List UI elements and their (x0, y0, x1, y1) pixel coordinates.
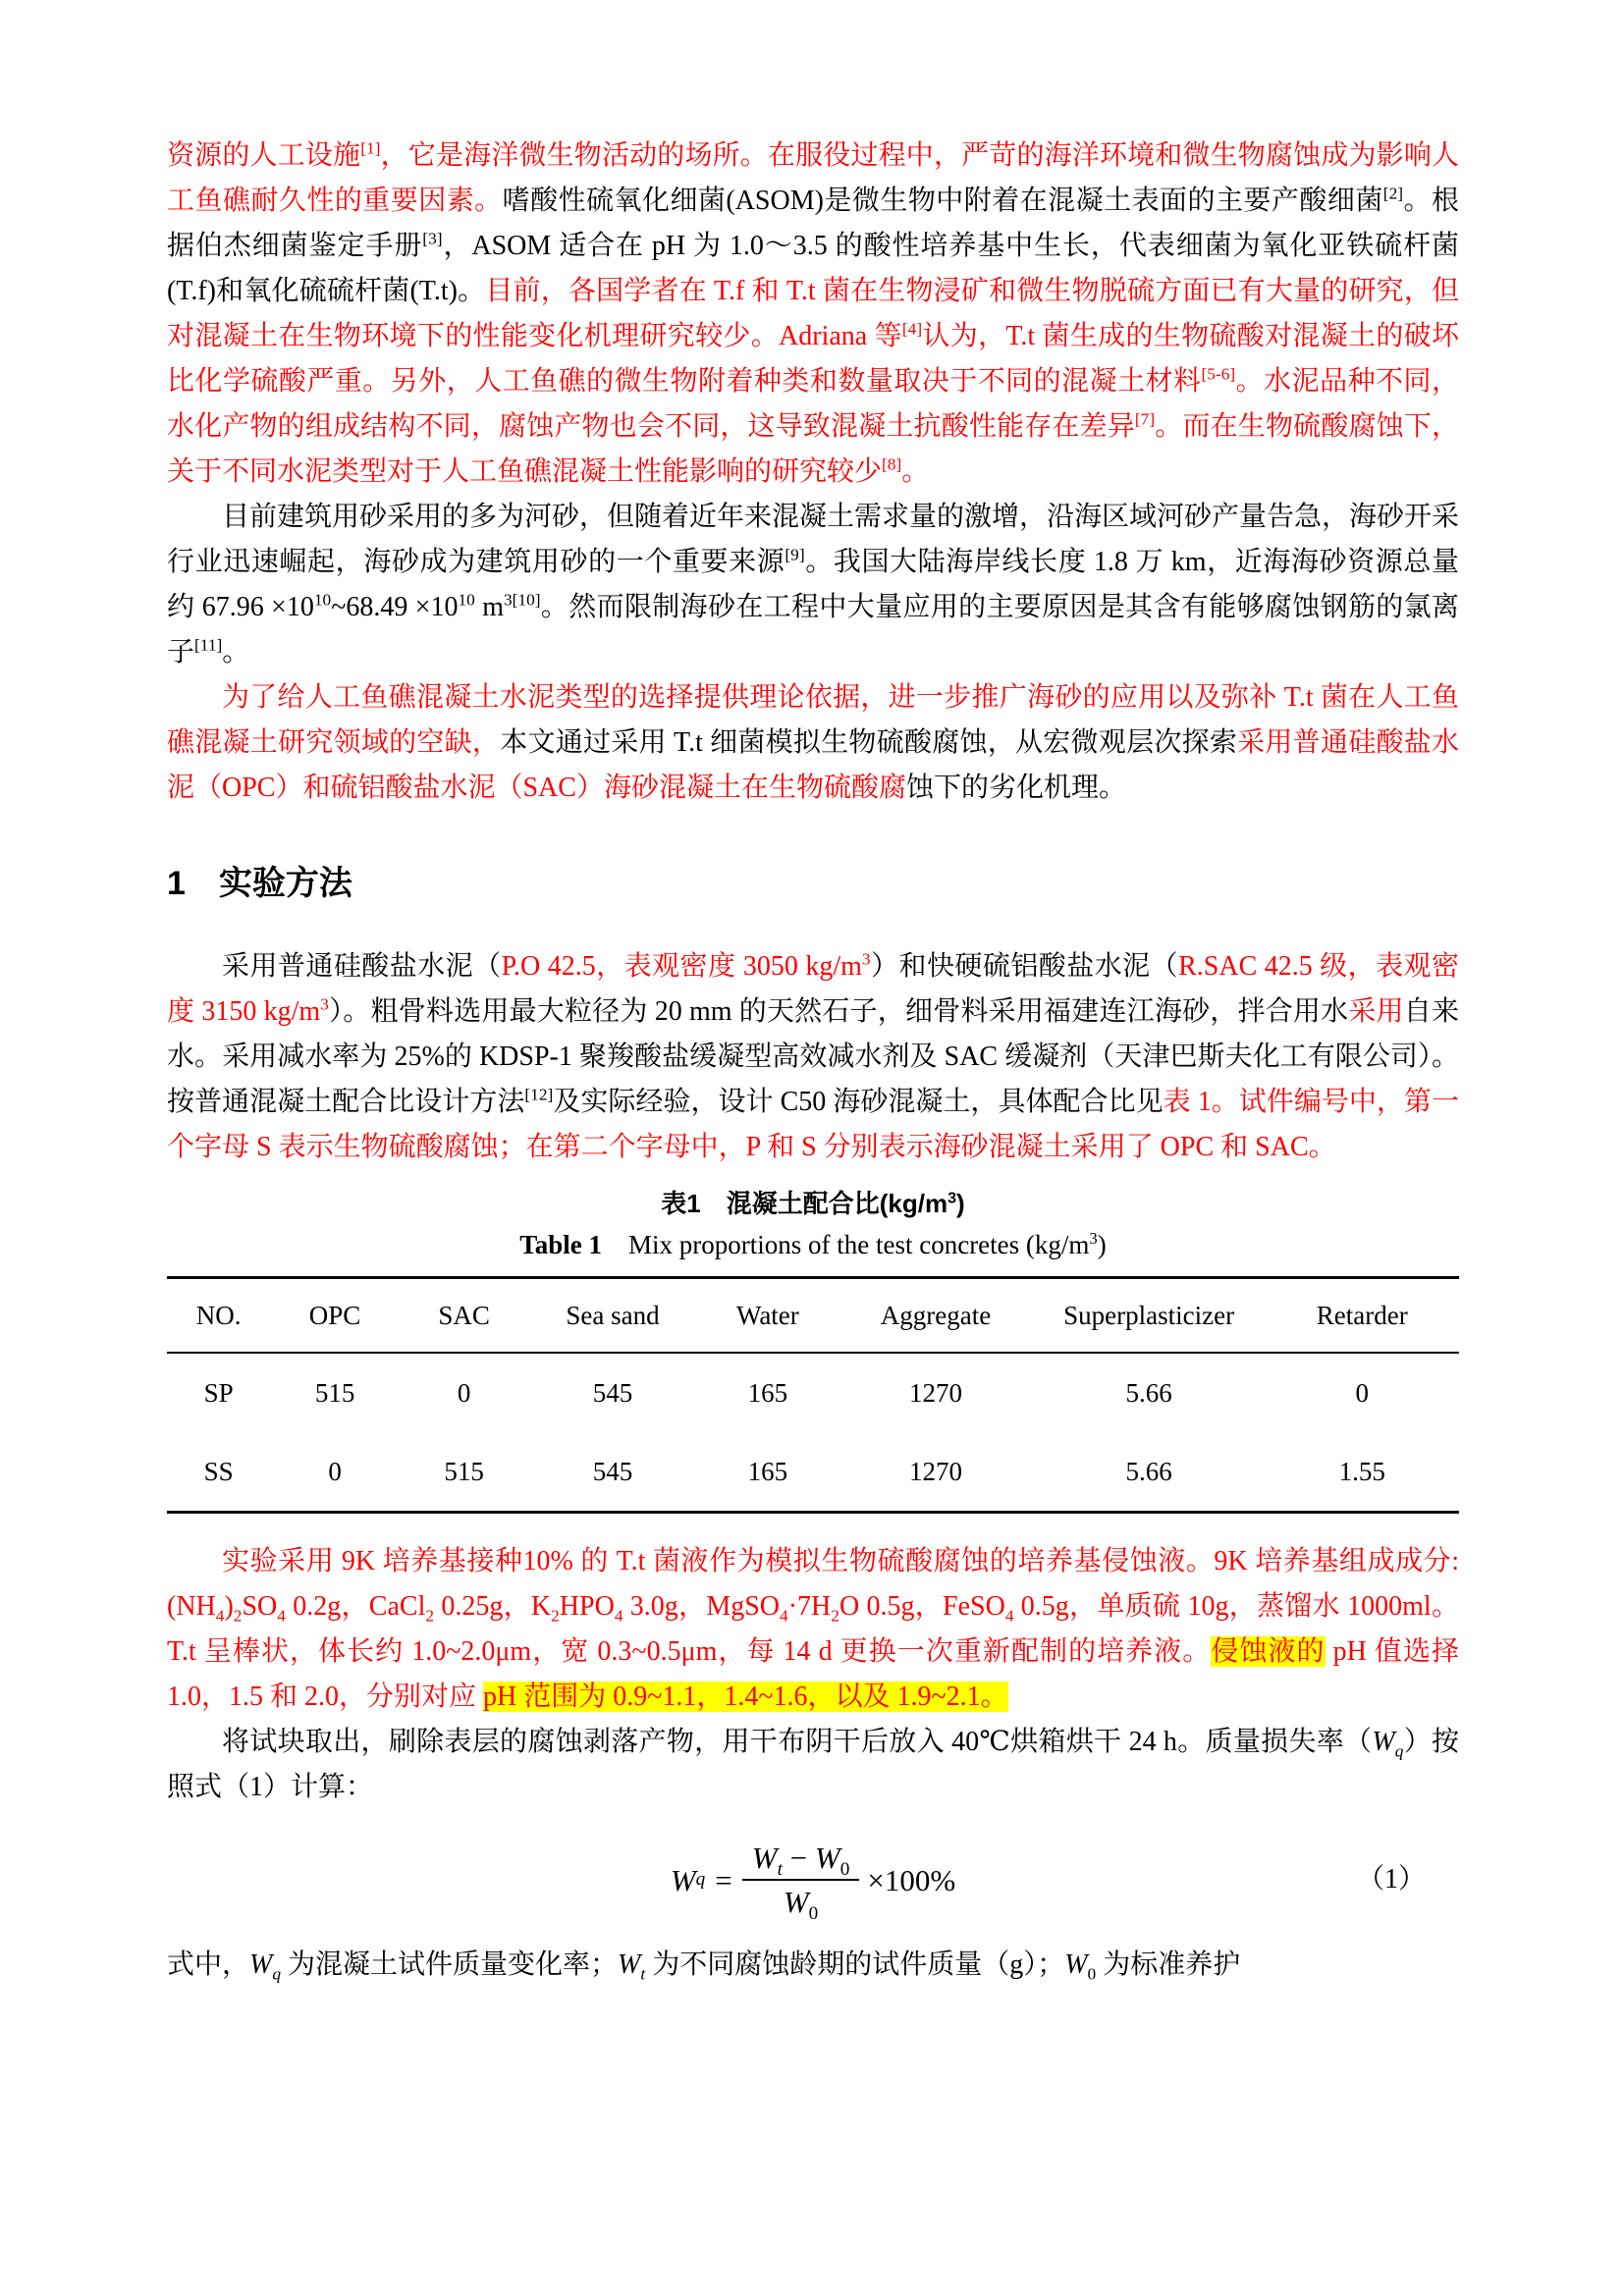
table-header-cell: Sea sand (528, 1278, 696, 1354)
equation-block (167, 1840, 1459, 1925)
subscript-text: 0 (1087, 1964, 1097, 1984)
text-run: 3.0g，MgSO (623, 1591, 781, 1623)
citation-superscript: [10] (512, 590, 541, 610)
table-cell: 0 (1355, 1378, 1370, 1409)
text-run: 侵蚀液的 (1211, 1636, 1326, 1668)
text-run: HPO (559, 1591, 615, 1623)
table-row (167, 1432, 1459, 1513)
citation-superscript: [12] (524, 1085, 554, 1104)
text-run: 自来水。采用减水率为 25%的 KDSP-1 聚羧酸盐缓凝型高效减水剂及 SAC 缓凝剂（天津巴斯夫化工有限公司）。按普通混凝土配合比设计方法 (167, 996, 1459, 1118)
text-run: 。 (222, 637, 250, 667)
citation-superscript: [8] (882, 454, 902, 474)
table-header-cell: Aggregate (839, 1278, 1032, 1354)
fraction-denominator (783, 1881, 819, 1925)
paragraph (167, 1720, 1459, 1810)
table-header-cell: Retarder (1266, 1278, 1459, 1354)
table-cell: 5.66 (1125, 1457, 1172, 1487)
text-run: 。水泥品种不同，水化产物的组成结构不同，腐蚀产物也会不同，这导致混凝土抗酸性能存在差异 (167, 366, 1459, 442)
table-header-cell: NO. (167, 1278, 270, 1354)
subscript-text: 2 (233, 1606, 243, 1626)
text-run: − (782, 1841, 815, 1876)
paragraph (167, 1943, 1459, 1988)
table-row (167, 1353, 1459, 1432)
paragraph (167, 675, 1459, 811)
text-run: ）按照式（1）计算： (167, 1727, 1459, 1803)
table-cell: 545 (592, 1457, 633, 1487)
citation-superscript: 3 (947, 1189, 957, 1207)
text-run: ，ASOM 适合在 pH 为 1.0～3.5 的酸性培养基中生长，代表细菌为氧化亚铁硫杆菌(T.f)和氧化硫硫杆菌(T.t)。 (167, 231, 1459, 306)
table-cell: 165 (747, 1378, 788, 1409)
table-cell: 515 (314, 1378, 355, 1409)
text-run: 。根据伯杰细菌鉴定手册 (167, 186, 1459, 261)
text-run: 0.25g，K (434, 1591, 552, 1623)
text-run: 资源的人工设施 (167, 140, 361, 171)
equation-number: （1） (1356, 1864, 1426, 1896)
table-caption-cn (167, 1184, 1459, 1223)
subscript-text: 2 (425, 1606, 435, 1626)
text-run: ) (1097, 1230, 1107, 1260)
text-run: 0.5g，单质硫 10g，蒸馏水 1000ml。T.t 呈棒状，体长约 1.0~2.0μm，宽 0.3~0.5μm，每 14 d 更换一次重新配制的培养液。 (167, 1591, 1459, 1668)
text-run: pH 范围为 0.9~1.1，1.4~1.6，以及 1.9~2.1。 (483, 1682, 1008, 1713)
subscript-text: 4 (1004, 1606, 1014, 1626)
subscript-text: 2 (831, 1606, 839, 1626)
table-cell: 515 (444, 1457, 484, 1487)
subscript-text: 4 (215, 1606, 225, 1626)
subscript-text: 0 (808, 1903, 819, 1925)
citation-superscript: 3 (1089, 1229, 1098, 1249)
table-cell: 5.66 (1125, 1378, 1172, 1409)
citation-superscript: 3 (320, 994, 329, 1014)
equation: W q = $\frac{W_t - W_0}{W_0}$ ×100% (670, 1841, 956, 1925)
text-run: 为不同腐蚀龄期的试件质量（g）； (645, 1949, 1065, 1980)
table-header-cell: Superplasticizer (1033, 1278, 1266, 1354)
subscript-text: q (272, 1964, 282, 1984)
text-run: 表1 (661, 1189, 701, 1219)
section-heading: 1 实验方法 (167, 865, 352, 902)
citation-superscript: 3 (503, 590, 513, 610)
subscript-text: 0 (839, 1859, 850, 1881)
text-run: 混凝土配合比(kg/m (700, 1189, 948, 1219)
table-cell: SS (203, 1457, 234, 1487)
subscript-text: 4 (277, 1606, 286, 1626)
paragraph (167, 944, 1459, 1170)
text-run: SO (242, 1591, 278, 1623)
text-run: 。我国大陆海岸线长度 1.8 万 km，近海海砂资源总量约 67.96 ×10 (167, 547, 1459, 622)
text-run: ×100% (867, 1862, 956, 1897)
text-run: O 0.5g，FeSO (839, 1591, 1005, 1623)
text-run: 0.2g，CaCl (285, 1591, 426, 1623)
text-run: pH 值选择 1.0，1.5 和 2.0，分别对应 (167, 1636, 1459, 1713)
table-header-cell: Water (697, 1278, 839, 1354)
text-run: W (783, 1885, 809, 1920)
paragraph (167, 1539, 1459, 1720)
text-run: W (1064, 1949, 1088, 1980)
table-cell: 0 (457, 1378, 471, 1409)
text-run: W (670, 1862, 696, 1897)
table-header-cell: SAC (400, 1278, 529, 1354)
document-content (167, 133, 1459, 1988)
text-run: R.SAC 42.5 级，表观密度 3150 kg/m (167, 951, 1459, 1028)
equals-sign: = (715, 1862, 732, 1897)
mix-proportions-table (167, 1276, 1459, 1514)
text-run: 采用普通硅酸盐水泥（ (222, 951, 502, 983)
subscript-text: t (640, 1964, 646, 1984)
citation-superscript: [3] (422, 229, 443, 248)
text-run: 采用 (1348, 996, 1404, 1028)
subscript-text: 4 (780, 1606, 788, 1626)
citation-superscript: [5-6] (1201, 364, 1236, 384)
text-run: 为标准养护 (1096, 1949, 1241, 1980)
paragraph (167, 495, 1459, 675)
text-run: ）。粗骨料选用最大粒径为 20 mm 的天然石子，细骨料采用福建连江海砂，拌合用水 (328, 996, 1349, 1028)
table-caption-en (167, 1223, 1459, 1266)
table-cell: 0 (328, 1457, 342, 1487)
text-run: 采用普通硅酸盐水泥（OPC）和硫铝酸盐水泥（SAC）海砂混凝土在生物硫酸腐 (167, 727, 1459, 803)
subscript-text: 2 (551, 1606, 560, 1626)
table-cell: 545 (592, 1378, 633, 1409)
citation-superscript: [1] (360, 138, 381, 158)
text-run: 本文通过采用 T.t 细菌模拟生物硫酸腐蚀，从宏微观层次探索 (500, 727, 1238, 758)
text-run: W (751, 1841, 778, 1876)
text-run: 实验采用 9K 培养基接种10% 的 T.t 菌液作为模拟生物硫酸腐蚀的培养基侵蚀液。9K 培养基组成成分: (NH (167, 1546, 1459, 1623)
citation-superscript: 10 (458, 590, 475, 610)
text-run: ) (224, 1591, 234, 1623)
text-run: 嗜酸性硫氧化细菌(ASOM)是微生物中附着在混凝土表面的主要产酸细菌 (502, 186, 1383, 216)
text-run: 为了给人工鱼礁混凝土水泥类型的选择提供理论依据，进一步推广海砂的应用以及弥补 T.t 菌在人工鱼礁混凝土研究领域的空缺， (167, 682, 1459, 758)
text-run: 。然而限制海砂在工程中大量应用的主要原因是其含有能够腐蚀钢筋的氯离子 (167, 592, 1459, 667)
citation-superscript: 3 (861, 949, 871, 969)
text-run: W (618, 1949, 641, 1980)
text-run: W (1372, 1727, 1395, 1758)
text-run: ）和快硬硫铝酸盐水泥（ (870, 951, 1179, 983)
citation-superscript: [7] (1134, 409, 1156, 429)
text-run: 式中， (167, 1949, 250, 1980)
text-run: 。而在生物硫酸腐蚀下，关于不同水泥类型对于人工鱼礁混凝土性能影响的研究较少 (167, 411, 1459, 487)
text-run: 将试块取出，刷除表层的腐蚀剥落产物，用干布阴干后放入 40℃烘箱烘干 24 h。质量损失率（ (222, 1727, 1373, 1758)
text-run: Mix proportions of the test concretes (kg/m (602, 1230, 1090, 1260)
text-run: W (814, 1841, 840, 1876)
table-cell: 1270 (908, 1457, 962, 1487)
text-run: m (474, 592, 504, 622)
text-run: 。 (901, 456, 930, 487)
citation-superscript: [4] (901, 319, 923, 339)
text-run: 蚀下的劣化机理。 (905, 773, 1126, 803)
fraction (742, 1840, 860, 1925)
text-run: 。试件编号中，第一个字母 S 表示生物硫酸腐蚀；在第二个字母中，P 和 S 分别表示海砂混凝土采用了 OPC 和 SAC。 (167, 1087, 1459, 1163)
text-run: 表 1 (1163, 1087, 1212, 1118)
table-header-row (167, 1278, 1459, 1354)
citation-superscript: [11] (194, 635, 223, 655)
text-run: P.O 42.5，表观密度 3050 kg/m (501, 951, 862, 983)
text-run: 为混凝土试件质量变化率； (281, 1949, 619, 1980)
paragraph (167, 133, 1459, 495)
table-cell: 1.55 (1338, 1457, 1385, 1487)
text-run: 目前，各国学者在 T.f 和 T.t 菌在生物浸矿和微生物脱硫方面已有大量的研究，但对混凝土在生物环境下的性能变化机理研究较少。Adriana 等 (167, 276, 1460, 351)
text-run: ~68.49 ×10 (331, 592, 459, 622)
table-cell: SP (203, 1378, 234, 1409)
text-run: 及实际经验，设计 C50 海砂混凝土，具体配合比见 (553, 1087, 1164, 1118)
text-run: ，它是海洋微生物活动的场所。在服役过程中，严苛的海洋环境和微生物腐蚀成为影响人工鱼礁耐久性的重要因素。 (167, 140, 1459, 216)
table-cell: 165 (747, 1457, 788, 1487)
subscript-text: q (1394, 1741, 1404, 1761)
table-header-cell: OPC (270, 1278, 400, 1354)
text-run: ·7H (787, 1591, 832, 1623)
subscript-text: 4 (614, 1606, 623, 1626)
table-cell: 1270 (908, 1378, 962, 1409)
text-run: 认为，T.t 菌生成的生物硫酸对混凝土的破坏比化学硫酸严重。另外，人工鱼礁的微生物附着种类和数量取决于不同的混凝土材料 (167, 321, 1459, 397)
citation-superscript: [9] (785, 545, 805, 564)
text-run: ) (956, 1189, 965, 1219)
citation-superscript: [2] (1382, 184, 1404, 203)
fraction-numerator (742, 1840, 860, 1881)
text-run: Table 1 (519, 1230, 602, 1260)
text-run: W (249, 1949, 273, 1980)
subscript-text: t (777, 1859, 783, 1881)
text-run: 目前建筑用砂采用的多为河砂，但随着近年来混凝土需求量的激增，沿海区域河砂产量告急，海砂开采行业迅速崛起，海砂成为建筑用砂的一个重要来源 (167, 502, 1460, 577)
citation-superscript: 10 (313, 590, 332, 610)
